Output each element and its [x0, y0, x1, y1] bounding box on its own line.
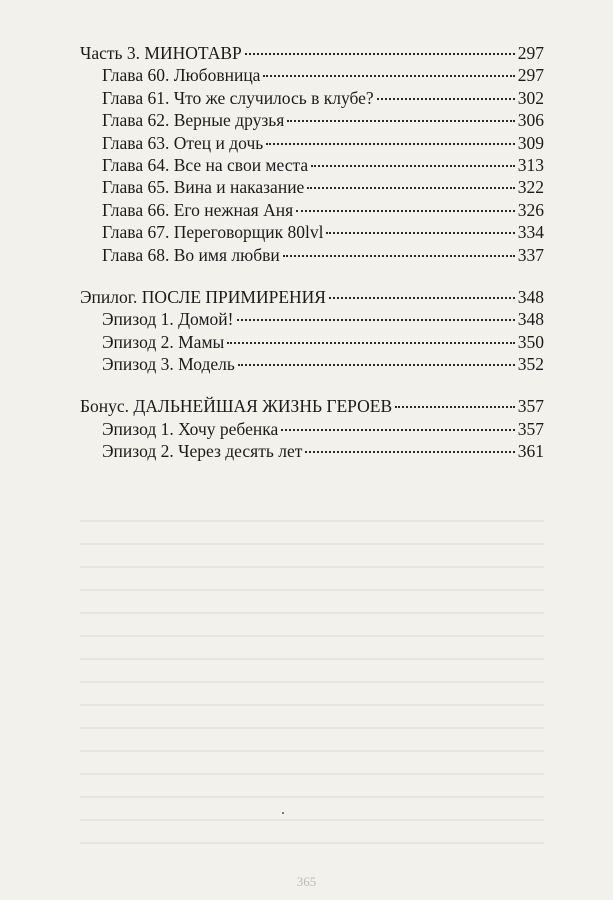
toc-title: Глава 68. Во имя любви	[102, 244, 280, 265]
page-folio: 365	[296, 874, 317, 889]
toc-chapter-64	[80, 154, 544, 176]
toc-page-number: 302	[517, 87, 544, 108]
toc-chapter-66	[80, 199, 544, 221]
dot-leader	[283, 255, 515, 257]
toc-title: Эпизод 1. Домой!	[102, 309, 234, 330]
toc-bonus	[80, 395, 544, 417]
toc-title: Глава 63. Отец и дочь	[102, 132, 264, 153]
toc-page-number: 322	[517, 177, 544, 198]
paper-speck	[282, 812, 284, 814]
toc-title: Эпизод 2. Через десять лет	[102, 441, 303, 462]
toc-page-number: 348	[517, 286, 544, 307]
toc-title: Глава 67. Переговорщик 80lvl	[102, 222, 324, 243]
toc-chapter-61	[80, 87, 544, 109]
toc-page-number: 334	[517, 222, 544, 243]
toc-title: Глава 65. Вина и наказание	[102, 177, 305, 198]
dot-leader	[266, 143, 515, 145]
toc-page-number: 357	[517, 418, 544, 439]
toc-title: Бонус. ДАЛЬНЕЙШАЯ ЖИЗНЬ ГЕРОЕВ	[80, 396, 393, 417]
toc-page-number: 306	[517, 110, 544, 131]
show-through-texture	[80, 520, 544, 850]
toc-title: Эпизод 2. Мамы	[102, 331, 225, 352]
dot-leader	[395, 406, 515, 408]
dot-leader	[227, 342, 514, 344]
dot-leader	[263, 75, 514, 77]
toc-chapter-62	[80, 109, 544, 131]
toc-page-number: 297	[517, 65, 544, 86]
toc-chapter-67	[80, 221, 544, 243]
toc-epilog-episode-1	[80, 308, 544, 330]
dot-leader	[237, 319, 515, 321]
toc-chapter-65	[80, 176, 544, 198]
toc-chapter-68	[80, 244, 544, 266]
toc-title: Эпилог. ПОСЛЕ ПРИМИРЕНИЯ	[80, 286, 326, 307]
toc-page-number: 350	[517, 331, 544, 352]
dot-leader	[281, 429, 515, 431]
dot-leader	[311, 165, 515, 167]
toc-page-number: 326	[517, 199, 544, 220]
toc-part-3	[80, 42, 544, 64]
toc-chapter-60	[80, 64, 544, 86]
toc-page-number: 357	[517, 396, 544, 417]
toc-title: Эпизод 1. Хочу ребенка	[102, 418, 279, 439]
toc-page-number: 361	[517, 441, 544, 462]
dot-leader	[287, 120, 514, 122]
toc-bonus-episode-2	[80, 440, 544, 462]
toc-title: Глава 61. Что же случилось в клубе?	[102, 87, 374, 108]
toc-page-number: 348	[517, 309, 544, 330]
toc-epilog-episode-2	[80, 331, 544, 353]
toc-title: Глава 66. Его нежная Аня	[102, 199, 294, 220]
toc-page-number: 352	[517, 354, 544, 375]
dot-leader	[296, 210, 515, 212]
toc-page-number: 313	[517, 154, 544, 175]
toc-title: Глава 62. Верные друзья	[102, 110, 285, 131]
dot-leader	[307, 187, 514, 189]
dot-leader	[326, 232, 514, 234]
toc-title: Глава 64. Все на свои места	[102, 154, 309, 175]
toc-page-number: 297	[517, 43, 544, 63]
toc-epilog	[80, 286, 544, 308]
toc-title: Эпизод 3. Модель	[102, 354, 235, 375]
table-of-contents	[80, 42, 544, 463]
toc-page-number: 309	[517, 132, 544, 153]
dot-leader	[329, 297, 515, 299]
toc-title: Глава 60. Любовница	[102, 65, 261, 86]
toc-bonus-episode-1	[80, 418, 544, 440]
toc-chapter-63	[80, 132, 544, 154]
dot-leader	[238, 364, 515, 366]
toc-title: Часть 3. МИНОТАВР	[80, 43, 242, 63]
toc-epilog-episode-3	[80, 353, 544, 375]
dot-leader	[245, 53, 515, 55]
dot-leader	[305, 451, 514, 453]
dot-leader	[377, 98, 515, 100]
toc-page-number: 337	[517, 244, 544, 265]
